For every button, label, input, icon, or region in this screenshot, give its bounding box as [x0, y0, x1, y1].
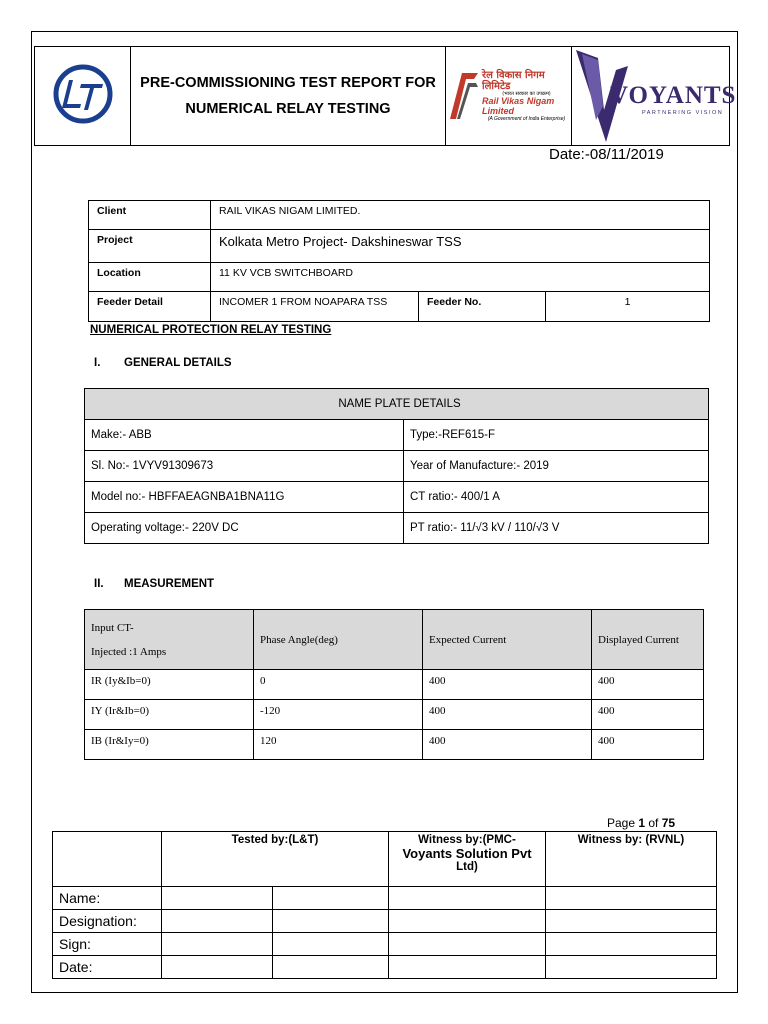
measure-header-expected: Expected Current: [423, 610, 592, 670]
sig-row-designation: Designation:: [53, 910, 162, 933]
sig-cell[interactable]: [546, 933, 717, 956]
rvnl-logo-cell: [446, 47, 572, 146]
table-row: [85, 700, 704, 730]
row-angle: 120: [254, 730, 423, 760]
sig-witness-pmc-1: Witness by:(PMC-: [418, 834, 516, 846]
location-label: Location: [89, 263, 211, 292]
measure-header-displayed: Displayed Current: [592, 610, 704, 670]
sig-cell[interactable]: [273, 887, 389, 910]
page-label: Page: [607, 816, 639, 830]
table-row: [85, 670, 704, 700]
nameplate-voltage: Operating voltage:- 220V DC: [85, 513, 404, 544]
row-expected: 400: [423, 700, 592, 730]
sig-row-sign: Sign:: [53, 933, 162, 956]
sig-row-name: Name:: [53, 887, 162, 910]
rvnl-sub: (A Government of India Enterprise): [487, 115, 566, 122]
sig-cell[interactable]: [389, 887, 546, 910]
nameplate-type: Type:-REF615-F: [404, 420, 709, 451]
row-input: IR (Iy&Ib=0): [85, 670, 254, 700]
title-line-2: NUMERICAL RELAY TESTING: [185, 101, 391, 117]
row-expected: 400: [423, 730, 592, 760]
rvnl-hindi-name: रेल विकास निगम लिमिटेड: [482, 69, 545, 92]
project-label: Project: [89, 230, 211, 263]
sig-witness-pmc: [389, 832, 546, 887]
sig-cell[interactable]: [162, 910, 273, 933]
page-number: [607, 816, 675, 830]
sig-cell[interactable]: [162, 933, 273, 956]
page-total: 75: [661, 816, 676, 830]
title-line-1: PRE-COMMISSIONING TEST REPORT FOR: [140, 75, 436, 91]
section-2-title: MEASUREMENT: [124, 578, 215, 590]
voyants-tagline: PARTNERING VISION: [642, 110, 724, 116]
project-value: Kolkata Metro Project- Dakshineswar TSS: [211, 230, 710, 263]
report-title: [131, 47, 446, 146]
row-angle: 0: [254, 670, 423, 700]
row-displayed: 400: [592, 670, 704, 700]
row-input: IY (Ir&Ib=0): [85, 700, 254, 730]
row-angle: -120: [254, 700, 423, 730]
feeder-label: Feeder Detail: [89, 292, 211, 322]
voyants-name: VOYANTS: [610, 82, 737, 109]
sig-row-date: Date:: [53, 956, 162, 979]
sig-tested-by: Tested by:(L&T): [162, 832, 389, 887]
measure-header-input: [85, 610, 254, 670]
location-value: 11 KV VCB SWITCHBOARD: [211, 263, 710, 292]
sig-cell[interactable]: [273, 933, 389, 956]
sig-cell[interactable]: [546, 887, 717, 910]
measure-header-input-1: Input CT-: [91, 621, 134, 634]
nameplate-model: Model no:- HBFFAEAGNBA1BNA11G: [85, 482, 404, 513]
measure-header-angle: Phase Angle(deg): [254, 610, 423, 670]
nameplate-year: Year of Manufacture:- 2019: [404, 451, 709, 482]
rvnl-hindi-sub: (भारत सरकार का उपक्रम): [502, 90, 551, 97]
row-expected: 400: [423, 670, 592, 700]
sig-witness-pmc-3: Ltd): [456, 861, 478, 873]
project-info-table: [88, 200, 710, 322]
lt-logo-cell: [35, 47, 131, 146]
lt-logo-icon: [51, 62, 115, 126]
sig-cell[interactable]: [389, 910, 546, 933]
sig-cell[interactable]: [162, 956, 273, 979]
measure-header-input-2: Injected :1 Amps: [91, 645, 167, 658]
section-1-number: I.: [94, 357, 101, 369]
sig-cell[interactable]: [546, 910, 717, 933]
report-header: [34, 46, 737, 146]
section-1-title: GENERAL DETAILS: [124, 357, 232, 369]
voyants-logo-cell: [572, 47, 737, 146]
measurement-table: [84, 609, 704, 760]
page-of: of: [645, 816, 662, 830]
nameplate-pt-ratio: PT ratio:- 11/√3 kV / 110/√3 V: [404, 513, 709, 544]
row-displayed: 400: [592, 730, 704, 760]
row-displayed: 400: [592, 700, 704, 730]
sig-witness-pmc-2: Voyants Solution Pvt: [402, 846, 532, 861]
section-main-title: NUMERICAL PROTECTION RELAY TESTING: [90, 324, 332, 336]
sig-witness-rvnl: Witness by: (RVNL): [546, 832, 717, 887]
rvnl-logo-icon: [448, 69, 482, 123]
sig-cell[interactable]: [546, 956, 717, 979]
rvnl-name: Rail Vikas Nigam Limited: [482, 96, 555, 116]
feeder-value: INCOMER 1 FROM NOAPARA TSS: [211, 292, 419, 322]
nameplate-ct-ratio: CT ratio:- 400/1 A: [404, 482, 709, 513]
page-current: 1: [638, 816, 646, 830]
nameplate-heading: NAME PLATE DETAILS: [85, 389, 709, 420]
feeder-no-value: 1: [546, 292, 710, 322]
sig-cell[interactable]: [273, 910, 389, 933]
sig-cell[interactable]: [389, 933, 546, 956]
row-input: IB (Ir&Iy=0): [85, 730, 254, 760]
table-row: [85, 730, 704, 760]
sig-cell[interactable]: [389, 956, 546, 979]
nameplate-make: Make:- ABB: [85, 420, 404, 451]
feeder-no-label: Feeder No.: [419, 292, 546, 322]
section-2-number: II.: [94, 578, 104, 590]
client-value: RAIL VIKAS NIGAM LIMITED.: [211, 201, 710, 230]
sig-corner: [53, 832, 162, 887]
sig-cell[interactable]: [162, 887, 273, 910]
report-date: Date:-08/11/2019: [549, 146, 664, 163]
nameplate-table: [84, 388, 709, 544]
client-label: Client: [89, 201, 211, 230]
signature-table: [52, 831, 717, 979]
nameplate-slno: Sl. No:- 1VYV91309673: [85, 451, 404, 482]
sig-cell[interactable]: [273, 956, 389, 979]
